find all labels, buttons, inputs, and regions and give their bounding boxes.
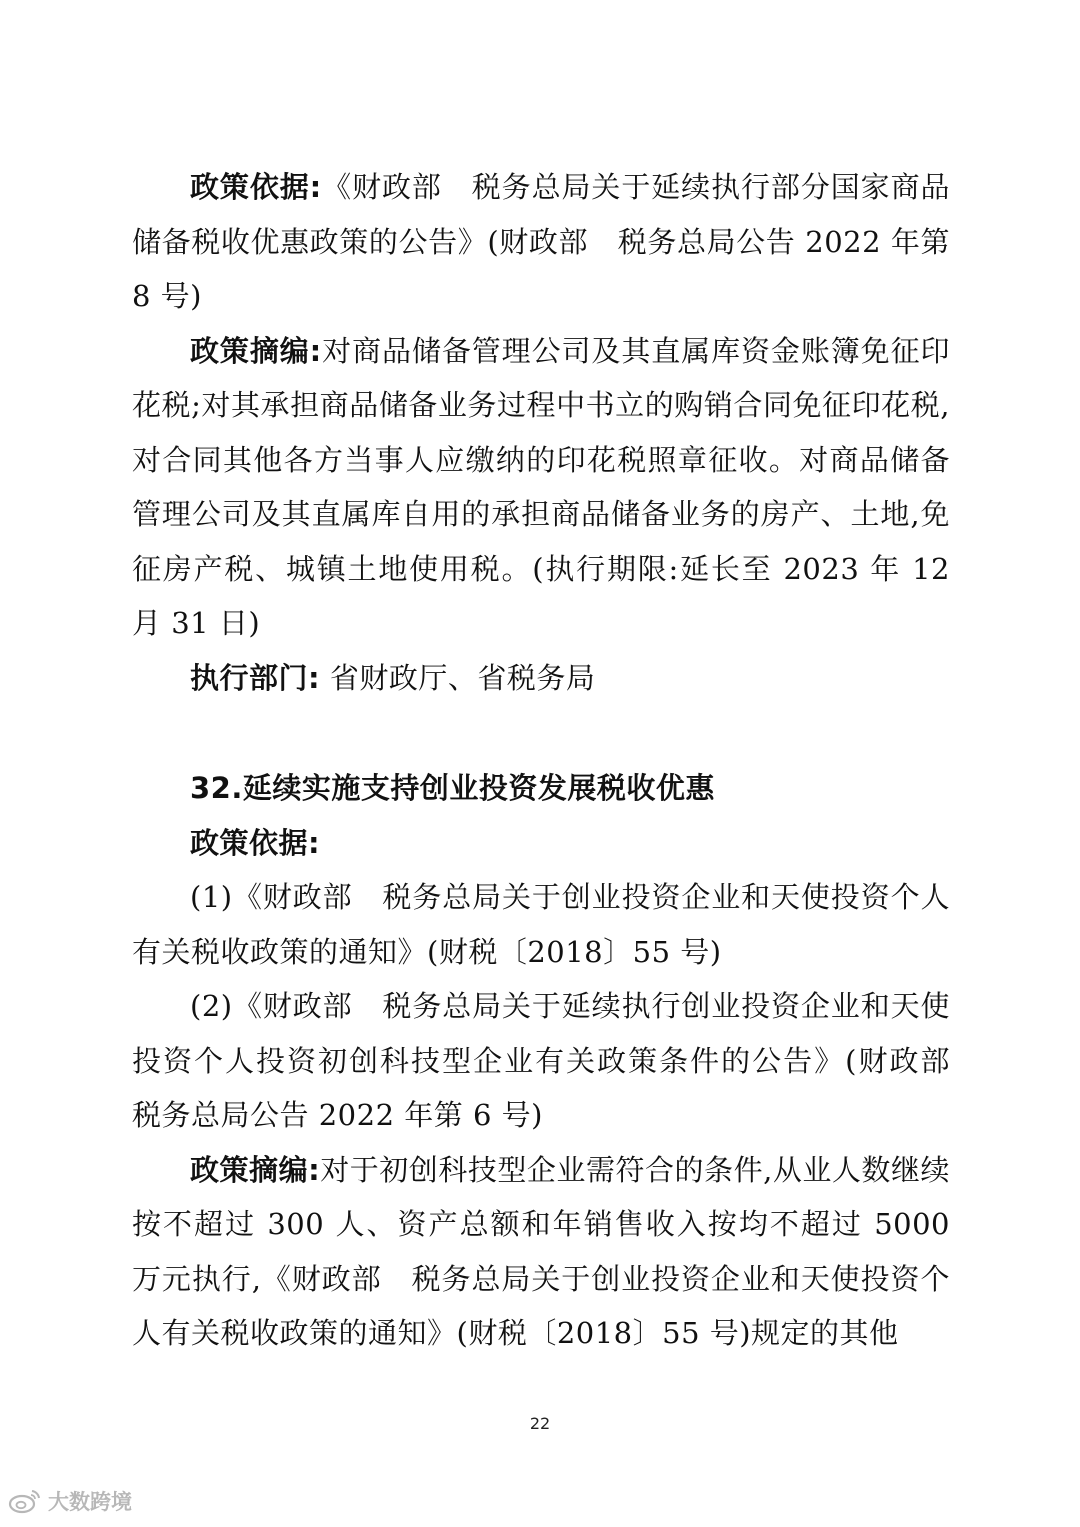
- policy-basis-text: 《财政部 税务总局关于延续执行部分国家商品储备税收优惠政策的公告》(财政部 税务总局公告 2022 年第 8 号): [132, 170, 950, 313]
- policy-basis-item: (1)《财政部 税务总局关于创业投资企业和天使投资个人有关税收政策的通知》(财税〔2018〕55 号): [132, 880, 950, 969]
- executing-department-paragraph: [132, 651, 950, 706]
- policy-basis-label: 政策依据:: [190, 825, 321, 860]
- policy-summary-paragraph: [132, 1143, 950, 1361]
- policy-summary-paragraph: [132, 324, 950, 651]
- executing-department-label: 执行部门:: [190, 660, 321, 695]
- policy-summary-label: 政策摘编:: [190, 333, 322, 368]
- policy-basis-item: (2)《财政部 税务总局关于延续执行创业投资企业和天使投资个人投资初创科技型企业有关政策条件的公告》(财政部 税务总局公告 2022 年第 6 号): [132, 989, 980, 1132]
- watermark: [8, 1486, 132, 1516]
- page-number: 22: [529, 1414, 551, 1433]
- executing-department-text: 省财政厅、省税务局: [329, 660, 596, 695]
- section-spacer: [132, 705, 950, 761]
- policy-basis-label: 政策依据:: [190, 170, 322, 204]
- policy-summary-text: 对商品储备管理公司及其直属库资金账簿免征印花税;对其承担商品储备业务过程中书立的购销合同免征印花税,对合同其他各方当事人应缴纳的印花税照章征收。对商品储备管理公司及其直属库自用的承担商品储备业务的房产、土地,免征房产税、城镇土地使用税。(执行期限:延长至 2023 年 12 月 31 日): [132, 333, 950, 640]
- policy-basis-paragraph: [132, 160, 950, 324]
- section-heading: 32.延续实施支持创业投资发展税收优惠: [190, 771, 715, 805]
- watermark-text: 大数跨境: [48, 1490, 132, 1514]
- document-page: [132, 160, 980, 1361]
- weibo-logo-icon: [8, 1488, 42, 1514]
- policy-basis-paragraph: [132, 816, 950, 871]
- policy-summary-label: 政策摘编:: [190, 1152, 321, 1187]
- policy-summary-text: 对于初创科技型企业需符合的条件,从业人数继续按不超过 300 人、资产总额和年销售收入按均不超过 5000 万元执行,《财政部 税务总局关于创业投资企业和天使投资个人有关税收政策的通知》(财税〔2018〕55 号)规定的其他: [132, 1152, 950, 1350]
